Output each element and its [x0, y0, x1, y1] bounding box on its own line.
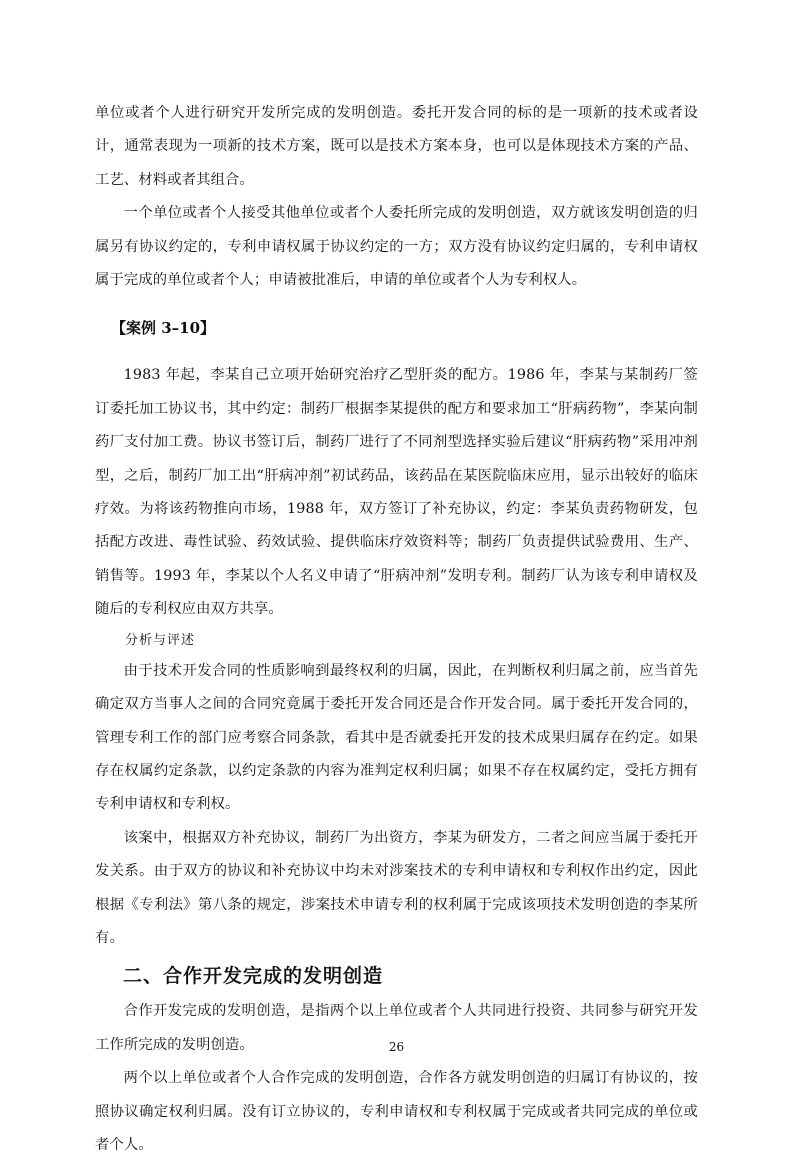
analysis-paragraph-1: 由于技术开发合同的性质影响到最终权利的归属，因此，在判断权利归属之前，应当首先确定双方当事人之间的合同究竟属于委托开发合同还是合作开发合同。属于委托开发合同的，管理专利工作的部门应考察合同条款，看其中是否就委托开发的技术成果归属存在约定。如果存在权属约定条款，以约定条款的内容为准判定权利归属；如果不存在权属约定，受托方拥有专利申请权和专利权。 — [95, 662, 698, 813]
paragraph-commission-ownership: 一个单位或者个人接受其他单位或者个人委托所完成的发明创造，双方就该发明创造的归属另有协议约定的，专利申请权属于协议约定的一方；双方没有协议约定归属的，专利申请权属于完成的单位或者个人；申请被批准后，申请的单位或者个人为专利权人。 — [95, 205, 698, 289]
paragraph-intro-continued: 单位或者个人进行研究开发所完成的发明创造。委托开发合同的标的是一项新的技术或者设计，通常表现为一项新的技术方案，既可以是技术方案本身，也可以是体现技术方案的产品、工艺、材料或者其组合。 — [95, 105, 698, 188]
analysis-paragraph-2: 该案中，根据双方补充协议，制药厂为出资方，李某为研发方，二者之间应当属于委托开发关系。由于双方的协议和补充协议中均未对涉案技术的专利申请权和专利权作出约定，因此根据《专利法》第八条的规定，涉案技术申请专利的权利属于完成该项技术发明创造的李某所有。 — [95, 829, 698, 946]
case-body: 1983 年起，李某自己立项开始研究治疗乙型肝炎的配方。1986 年，李某与某制药厂签订委托加工协议书，其中约定：制药厂根据李某提供的配方和要求加工“肝病药物”，李某向制药厂支付加工费。协议书签订后，制药厂进行了不同剂型选择实验后建议“肝病药物”采用冲剂型，之后，制药厂加工出“肝病冲剂”初试药品，该药品在某医院临床应用，显示出较好的临床疗效。为将该药物推向市场，1988 年，双方签订了补充协议，约定：李某负责药物研发，包括配方改进、毒性试验、药效试验、提供临床疗效资料等；制药厂负责提供试验费用、生产、销售等。1993 年，李某以个人名义申请了“肝病冲剂”发明专利。制药厂认为该专利申请权及随后的专利权应由双方共享。 — [95, 367, 698, 618]
spacer — [95, 345, 698, 359]
section-paragraph-2: 两个以上单位或者个人合作完成的发明创造，合作各方就发明创造的归属订有协议的，按照协议确定权利归属。没有订立协议的，专利申请权和专利权属于完成或者共同完成的单位或者个人。 — [95, 1070, 698, 1153]
page-content — [95, 97, 698, 1162]
section-heading: 二、合作开发完成的发明创造 — [123, 965, 384, 988]
section-paragraph-1: 合作开发完成的发明创造，是指两个以上单位或者个人共同进行投资、共同参与研究开发工作所完成的发明创造。 — [95, 1003, 698, 1053]
case-heading: 【案例 3–10】 — [111, 319, 216, 338]
analysis-heading: 分析与评述 — [125, 632, 196, 648]
page-number: 26 — [388, 1040, 405, 1054]
